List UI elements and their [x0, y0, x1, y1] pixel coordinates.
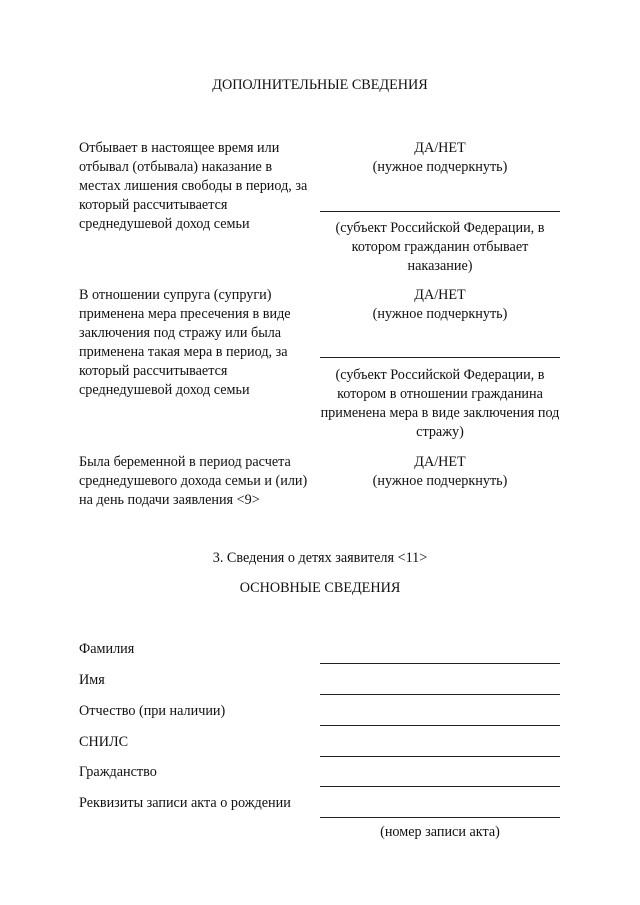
question-pregnancy-answer[interactable]: ДА/НЕТ: [414, 454, 466, 470]
field-label-birth-record: Реквизиты записи акта о рождении: [79, 795, 291, 811]
question-detention-answer[interactable]: ДА/НЕТ: [414, 287, 466, 303]
surname-line: [320, 663, 560, 664]
question-pregnancy-text: Была беременной в период расчета среднедушевого дохода семьи и (или) на день подачи заявления <9>: [79, 454, 308, 508]
detention-region-line[interactable]: [320, 357, 560, 358]
field-label-citizenship: Гражданство: [79, 764, 157, 780]
field-label-surname: Фамилия: [79, 641, 135, 657]
field-label-snils: СНИЛС: [79, 734, 129, 750]
snils-line: [320, 756, 560, 757]
question-pregnancy-answer-hint: (нужное подчеркнуть): [372, 473, 508, 489]
children-section-heading: 3. Сведения о детях заявителя <11>: [212, 550, 428, 566]
citizenship-input[interactable]: [320, 763, 560, 785]
question-detention-text: В отношении супруга (супруги) применена мера пресечения в виде заключения под стражу или была применена такая мера в период, за который рассчитывается среднедушевой доход семьи: [79, 287, 291, 398]
field-label-patronymic: Отчество (при наличии): [79, 703, 226, 719]
snils-input[interactable]: [320, 733, 560, 755]
patronymic-line: [320, 725, 560, 726]
birth-record-input[interactable]: [320, 794, 560, 816]
imprisonment-region-line[interactable]: [320, 211, 560, 212]
name-input[interactable]: [320, 671, 560, 693]
name-line: [320, 694, 560, 695]
surname-input[interactable]: [320, 640, 560, 662]
children-main-info-subheading: ОСНОВНЫЕ СВЕДЕНИЯ: [239, 580, 401, 596]
question-imprisonment-text: Отбывает в настоящее время или отбывал (отбывала) наказание в местах лишения свободы в период, за который рассчитывается среднедушевой доход семьи: [79, 140, 308, 232]
citizenship-line: [320, 786, 560, 787]
imprisonment-region-hint: (субъект Российской Федерации, в котором гражданин отбывает наказание): [335, 220, 545, 274]
question-detention-answer-hint: (нужное подчеркнуть): [372, 306, 508, 322]
patronymic-input[interactable]: [320, 702, 560, 724]
field-label-name: Имя: [79, 672, 105, 688]
additional-info-title: ДОПОЛНИТЕЛЬНЫЕ СВЕДЕНИЯ: [212, 77, 428, 93]
question-imprisonment-answer-hint: (нужное подчеркнуть): [372, 159, 508, 175]
question-imprisonment-answer[interactable]: ДА/НЕТ: [414, 140, 466, 156]
detention-region-hint: (субъект Российской Федерации, в котором в отношении гражданина применена мера в виде заключения под стражу): [320, 367, 560, 440]
birth-record-line: [320, 817, 560, 818]
birth-record-hint: (номер записи акта): [380, 824, 500, 840]
